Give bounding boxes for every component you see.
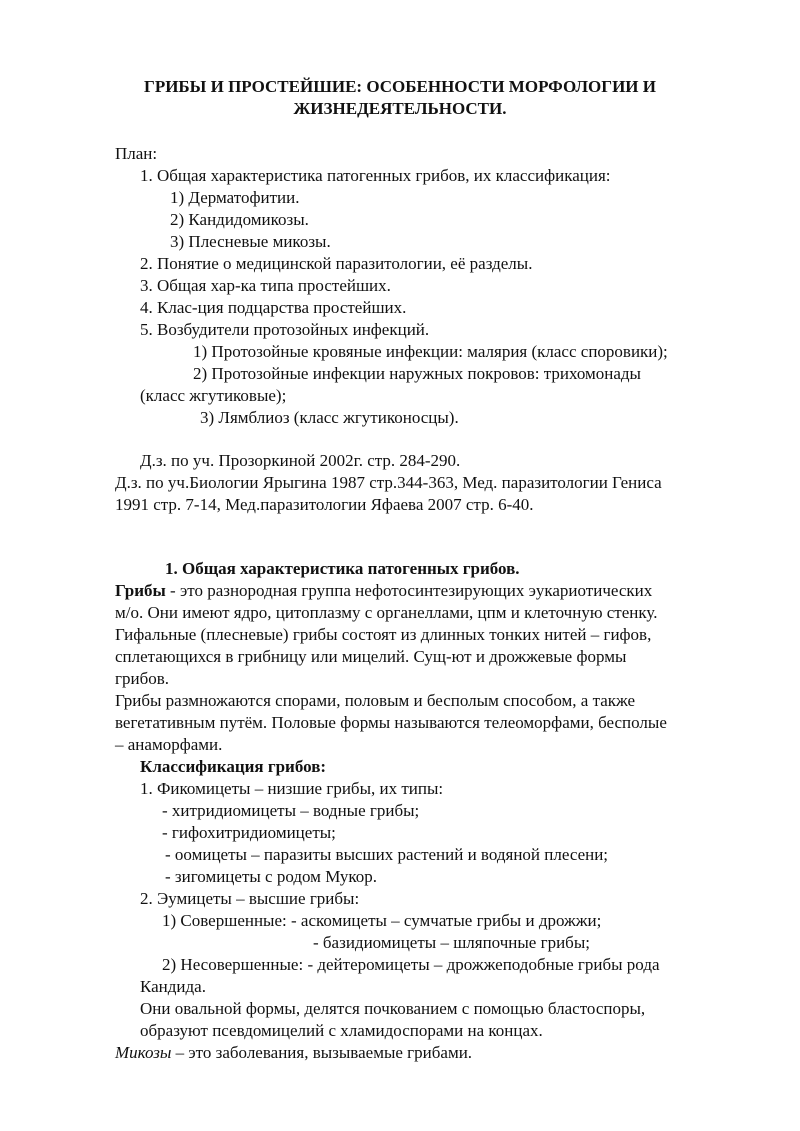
classification-heading: Классификация грибов: [140,757,327,776]
classification-item-2-1-b: - базидиомицеты – шляпочные грибы; [313,933,590,952]
plan-item-1-sub-3: 3) Плесневые микозы. [170,232,331,251]
plan-item-3: 3. Общая хар-ка типа простейших. [140,276,391,295]
plan-item-5-sub-3: 3) Лямблиоз (класс жгутиконосцы). [200,408,459,427]
classification-item-2-1: 1) Совершенные: - аскомицеты – сумчатые грибы и дрожжи; [162,911,602,930]
classification-item-2-2-cont: Кандида. [140,977,206,996]
plan-item-1-sub-1: 1) Дерматофитии. [170,188,300,207]
plan-item-5-sub-2-cont: (класс жгутиковые); [140,386,287,405]
term-fungi: Грибы [115,581,166,600]
section-1-paragraph-1-line-1 [115,580,652,602]
plan-item-1-sub-2: 2) Кандидомикозы. [170,210,309,229]
section-1-paragraph-2-line-3: – анаморфами. [115,735,223,754]
classification-item-1-b: - гифохитридиомицеты; [162,823,336,842]
plan-item-5-sub-1: 1) Протозойные кровяные инфекции: малярия (класс споровики); [193,342,668,361]
section-1-paragraph-1-line-5: грибов. [115,669,169,688]
candida-description-line-1: Они овальной формы, делятся почкованием с помощью бластоспоры, [140,999,646,1018]
document-title-line-1: ГРИБЫ И ПРОСТЕЙШИЕ: ОСОБЕННОСТИ МОРФОЛОГИИ И [144,77,656,96]
plan-item-5-sub-2: 2) Протозойные инфекции наружных покровов: трихомонады [193,364,641,383]
candida-description-line-2: образуют псевдомицелий с хламидоспорами на концах. [140,1021,543,1040]
plan-item-4: 4. Клас-ция подцарства простейших. [140,298,407,317]
definition-text: - это разнородная группа нефотосинтезирующих эукариотических [165,581,653,600]
section-1-paragraph-1-line-4: сплетающихся в грибницу или мицелий. Сущ-ют и дрожжевые формы [115,647,627,666]
plan-item-5: 5. Возбудители протозойных инфекций. [140,320,430,339]
mycoses-definition [115,1042,472,1064]
document-title-line-2: ЖИЗНЕДЕЯТЕЛЬНОСТИ. [293,99,507,118]
mycoses-definition-text: – это заболевания, вызываемые грибами. [171,1043,473,1062]
classification-item-1-d: - зигомицеты с родом Мукор. [165,867,378,886]
plan-label: План: [115,144,158,163]
section-1-paragraph-1-line-2: м/о. Они имеют ядро, цитоплазму с органеллами, цпм и клеточную стенку. [115,603,658,622]
homework-line-3: 1991 стр. 7-14, Мед.паразитологии Яфаева 2007 стр. 6-40. [115,495,534,514]
section-1-paragraph-2-line-2: вегетативным путём. Половые формы называются телеоморфами, бесполые [115,713,667,732]
classification-item-1-a: - хитридиомицеты – водные грибы; [162,801,420,820]
section-1-paragraph-2-line-1: Грибы размножаются спорами, половым и бесполым способом, а также [115,691,636,710]
homework-line-2: Д.з. по уч.Биологии Ярыгина 1987 стр.344-363, Мед. паразитологии Гениса [115,473,662,492]
plan-item-1: 1. Общая характеристика патогенных грибов, их классификация: [140,166,611,185]
homework-line-1: Д.з. по уч. Прозоркиной 2002г. стр. 284-290. [140,451,461,470]
classification-item-2-2: 2) Несовершенные: - дейтеромицеты – дрожжеподобные грибы рода [162,955,660,974]
classification-item-1: 1. Фикомицеты – низшие грибы, их типы: [140,779,444,798]
plan-item-2: 2. Понятие о медицинской паразитологии, её разделы. [140,254,533,273]
section-1-paragraph-1-line-3: Гифальные (плесневые) грибы состоят из длинных тонких нитей – гифов, [115,625,652,644]
classification-item-1-c: - оомицеты – паразиты высших растений и водяной плесени; [165,845,609,864]
section-1-heading: 1. Общая характеристика патогенных грибов. [165,559,520,578]
term-mycoses: Микозы [115,1043,172,1062]
classification-item-2: 2. Эумицеты – высшие грибы: [140,889,360,908]
